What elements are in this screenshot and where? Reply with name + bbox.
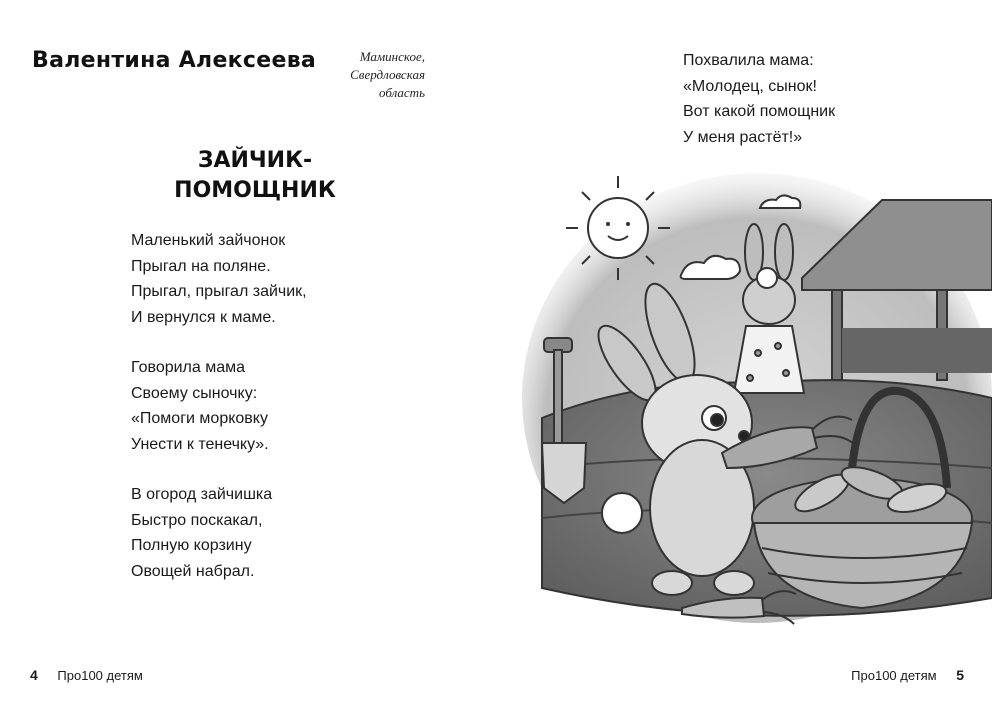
page-number: 5 bbox=[956, 667, 964, 683]
author-location bbox=[300, 48, 425, 102]
poem-title bbox=[120, 146, 390, 206]
poem-line: Полную корзину bbox=[131, 537, 252, 554]
location-line: Свердловская bbox=[350, 67, 425, 82]
title-line: ПОМОЩНИК bbox=[174, 178, 336, 203]
right-footer bbox=[851, 667, 964, 683]
poem-line: Прыгал, прыгал зайчик, bbox=[131, 283, 307, 300]
poem-line: Говорила мама bbox=[131, 359, 246, 376]
poem-line: Унести к тенечку». bbox=[131, 435, 269, 453]
publication-name: Про100 детям bbox=[851, 668, 937, 683]
stanza-2 bbox=[131, 355, 269, 457]
left-footer bbox=[30, 667, 143, 683]
author-name: Валентина Алексеева bbox=[32, 48, 317, 73]
stanza-1 bbox=[131, 228, 307, 330]
poem-line: У меня растёт!» bbox=[683, 128, 803, 146]
poem-line: Овощей набрал. bbox=[131, 562, 255, 580]
location-line: Маминское, bbox=[359, 49, 425, 64]
poem-line: Вот какой помощник bbox=[683, 103, 836, 120]
publication-name: Про100 детям bbox=[57, 668, 143, 683]
poem-line: Маленький зайчонок bbox=[131, 232, 286, 249]
stanza-4 bbox=[683, 48, 835, 150]
poem-line: Похвалила мама: bbox=[683, 52, 814, 69]
right-page bbox=[500, 0, 1000, 714]
poem-line: «Помоги морковку bbox=[131, 410, 268, 427]
title-line: ЗАЙЧИК- bbox=[197, 148, 313, 173]
poem-line: Своему сыночку: bbox=[131, 384, 258, 402]
page-number: 4 bbox=[30, 667, 38, 683]
bunny-illustration bbox=[522, 168, 992, 638]
poem-line: Прыгал на поляне. bbox=[131, 257, 271, 275]
poem-line: В огород зайчишка bbox=[131, 486, 273, 503]
poem-line: «Молодец, сынок! bbox=[683, 77, 817, 95]
stanza-3 bbox=[131, 482, 272, 584]
poem-line: Быстро поскакал, bbox=[131, 511, 263, 529]
location-line: область bbox=[379, 85, 425, 100]
poem-line: И вернулся к маме. bbox=[131, 308, 276, 326]
